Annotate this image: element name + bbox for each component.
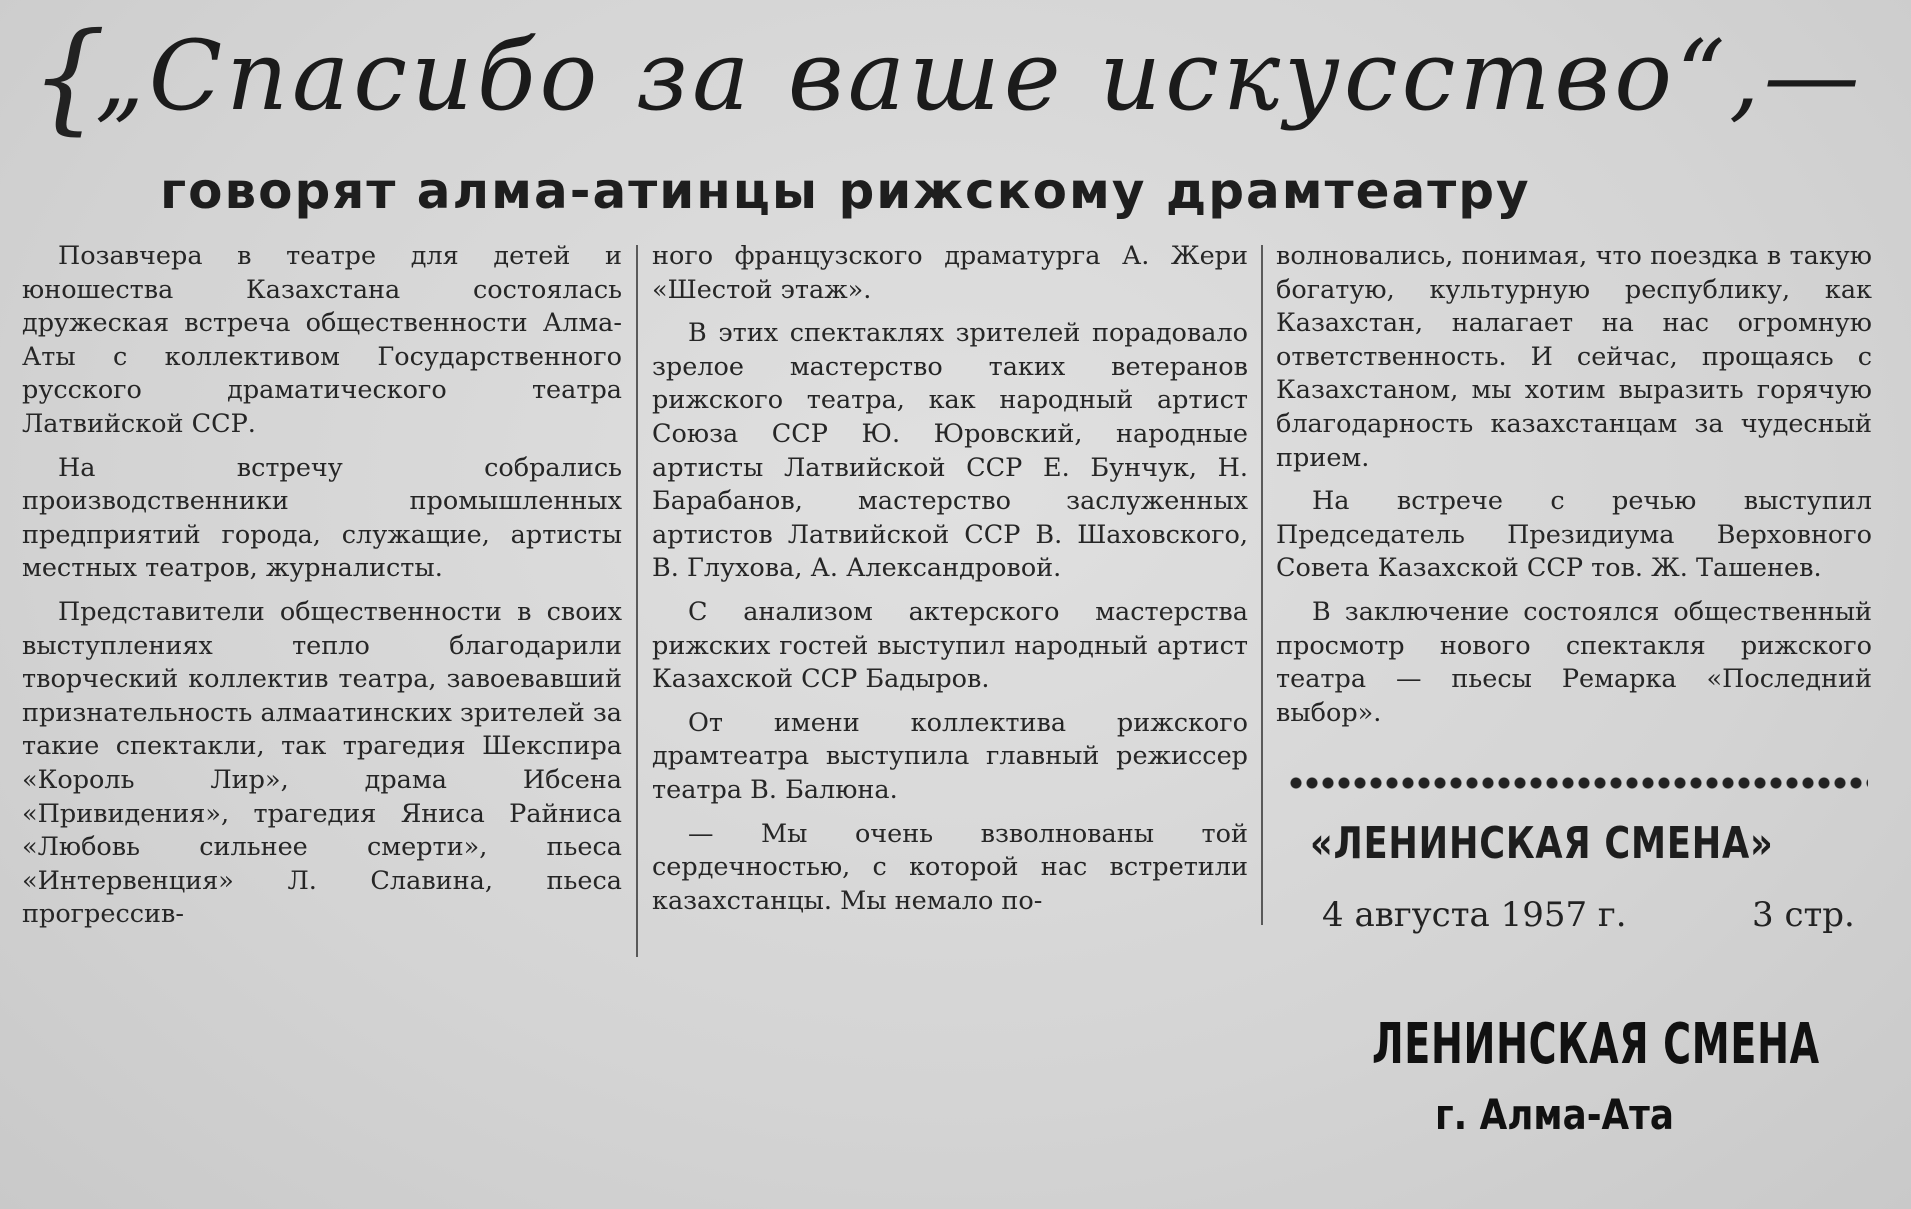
article-paragraph-continued: ного французского драматурга А. Жери «Шестой этаж». [652,241,1248,305]
headline-bracket: { [30,8,107,147]
source-issue-date: 4 августа 1957 г. [1322,895,1627,935]
source-page-number: 3 стр. [1752,895,1855,935]
headline-subtitle: говорят алма-атинцы рижскому драмтеатру [160,162,1531,220]
article-column-2 [652,240,1248,928]
column-divider [636,245,638,957]
stamp-city: г. Алма-Ата [1435,1090,1674,1139]
article-paragraph: От имени коллектива рижского драмтеатра выступила главный режиссер театра В. Балюна. [652,707,1248,805]
article-paragraph: На встречу собрались производственники промышленных предприятий города, служащие, артисты местных театров, журналисты. [22,452,622,584]
article-paragraph: — Мы очень взволнованы той сердечностью, с которой нас встретили казахстанцы. Мы немало по- [652,818,1248,916]
source-newspaper-name: «ЛЕНИНСКАЯ СМЕНА» [1310,818,1774,869]
article-paragraph: С анализом актерского мастерства рижских гостей выступил народный артист Казахской ССР Бадыров. [652,596,1248,695]
column-divider [1261,245,1263,925]
article-paragraph: В этих спектаклях зрителей порадовало зрелое мастерство таких ветеранов рижского театра, как народный артист Союза ССР Ю. Юровский, народные артисты Латвийской ССР Е. Бунчук, Н. Барабанов, мастерство заслуженных артистов Латвийской ССР В. Шаховского, В. Глухова, А. Александровой. [652,318,1248,584]
article-paragraph: Позавчера в театре для детей и юношества Казахстана состоялась дружеская встреча общественности Алма-Аты с коллективом Государственного русского драматического театра Латвийской ССР. [22,241,622,439]
article-paragraph: Представители общественности в своих выступлениях тепло благодарили творческий коллектив театра, завоевавший признательность алмаатинских зрителей за такие спектакли, так трагедия Шекспира «Король Лир», драма Ибсена «Привидения», трагедия Яниса Райниса «Любовь сильнее смерти», пьеса «Интервенция» Л. Славина, пьеса прогрессив- [22,596,622,930]
article-paragraph-continued: волновались, понимая, что поездка в такую богатую, культурную республику, как Казахстан, налагает на нас огромную ответственность. И сейчас, прощаясь с Казахстаном, мы хотим выразить горячую благодарность казахстанцам за чудесный прием. [1276,241,1872,473]
article-column-1 [22,240,622,942]
article-paragraph: В заключение состоялся общественный просмотр нового спектакля рижского театра — пьесы Ремарка «Последний выбор». [1276,596,1872,728]
article-paragraph: На встрече с речью выступил Председатель Президиума Верховного Совета Казахской ССР тов. Ж. Ташенев. [1276,486,1872,584]
dotted-separator [1288,772,1868,794]
article-column-3 [1276,240,1872,740]
headline-title: „Спасибо за ваше искусство“,— [95,20,1864,132]
stamp-newspaper-name: ЛЕНИНСКАЯ СМЕНА [1372,1012,1820,1077]
